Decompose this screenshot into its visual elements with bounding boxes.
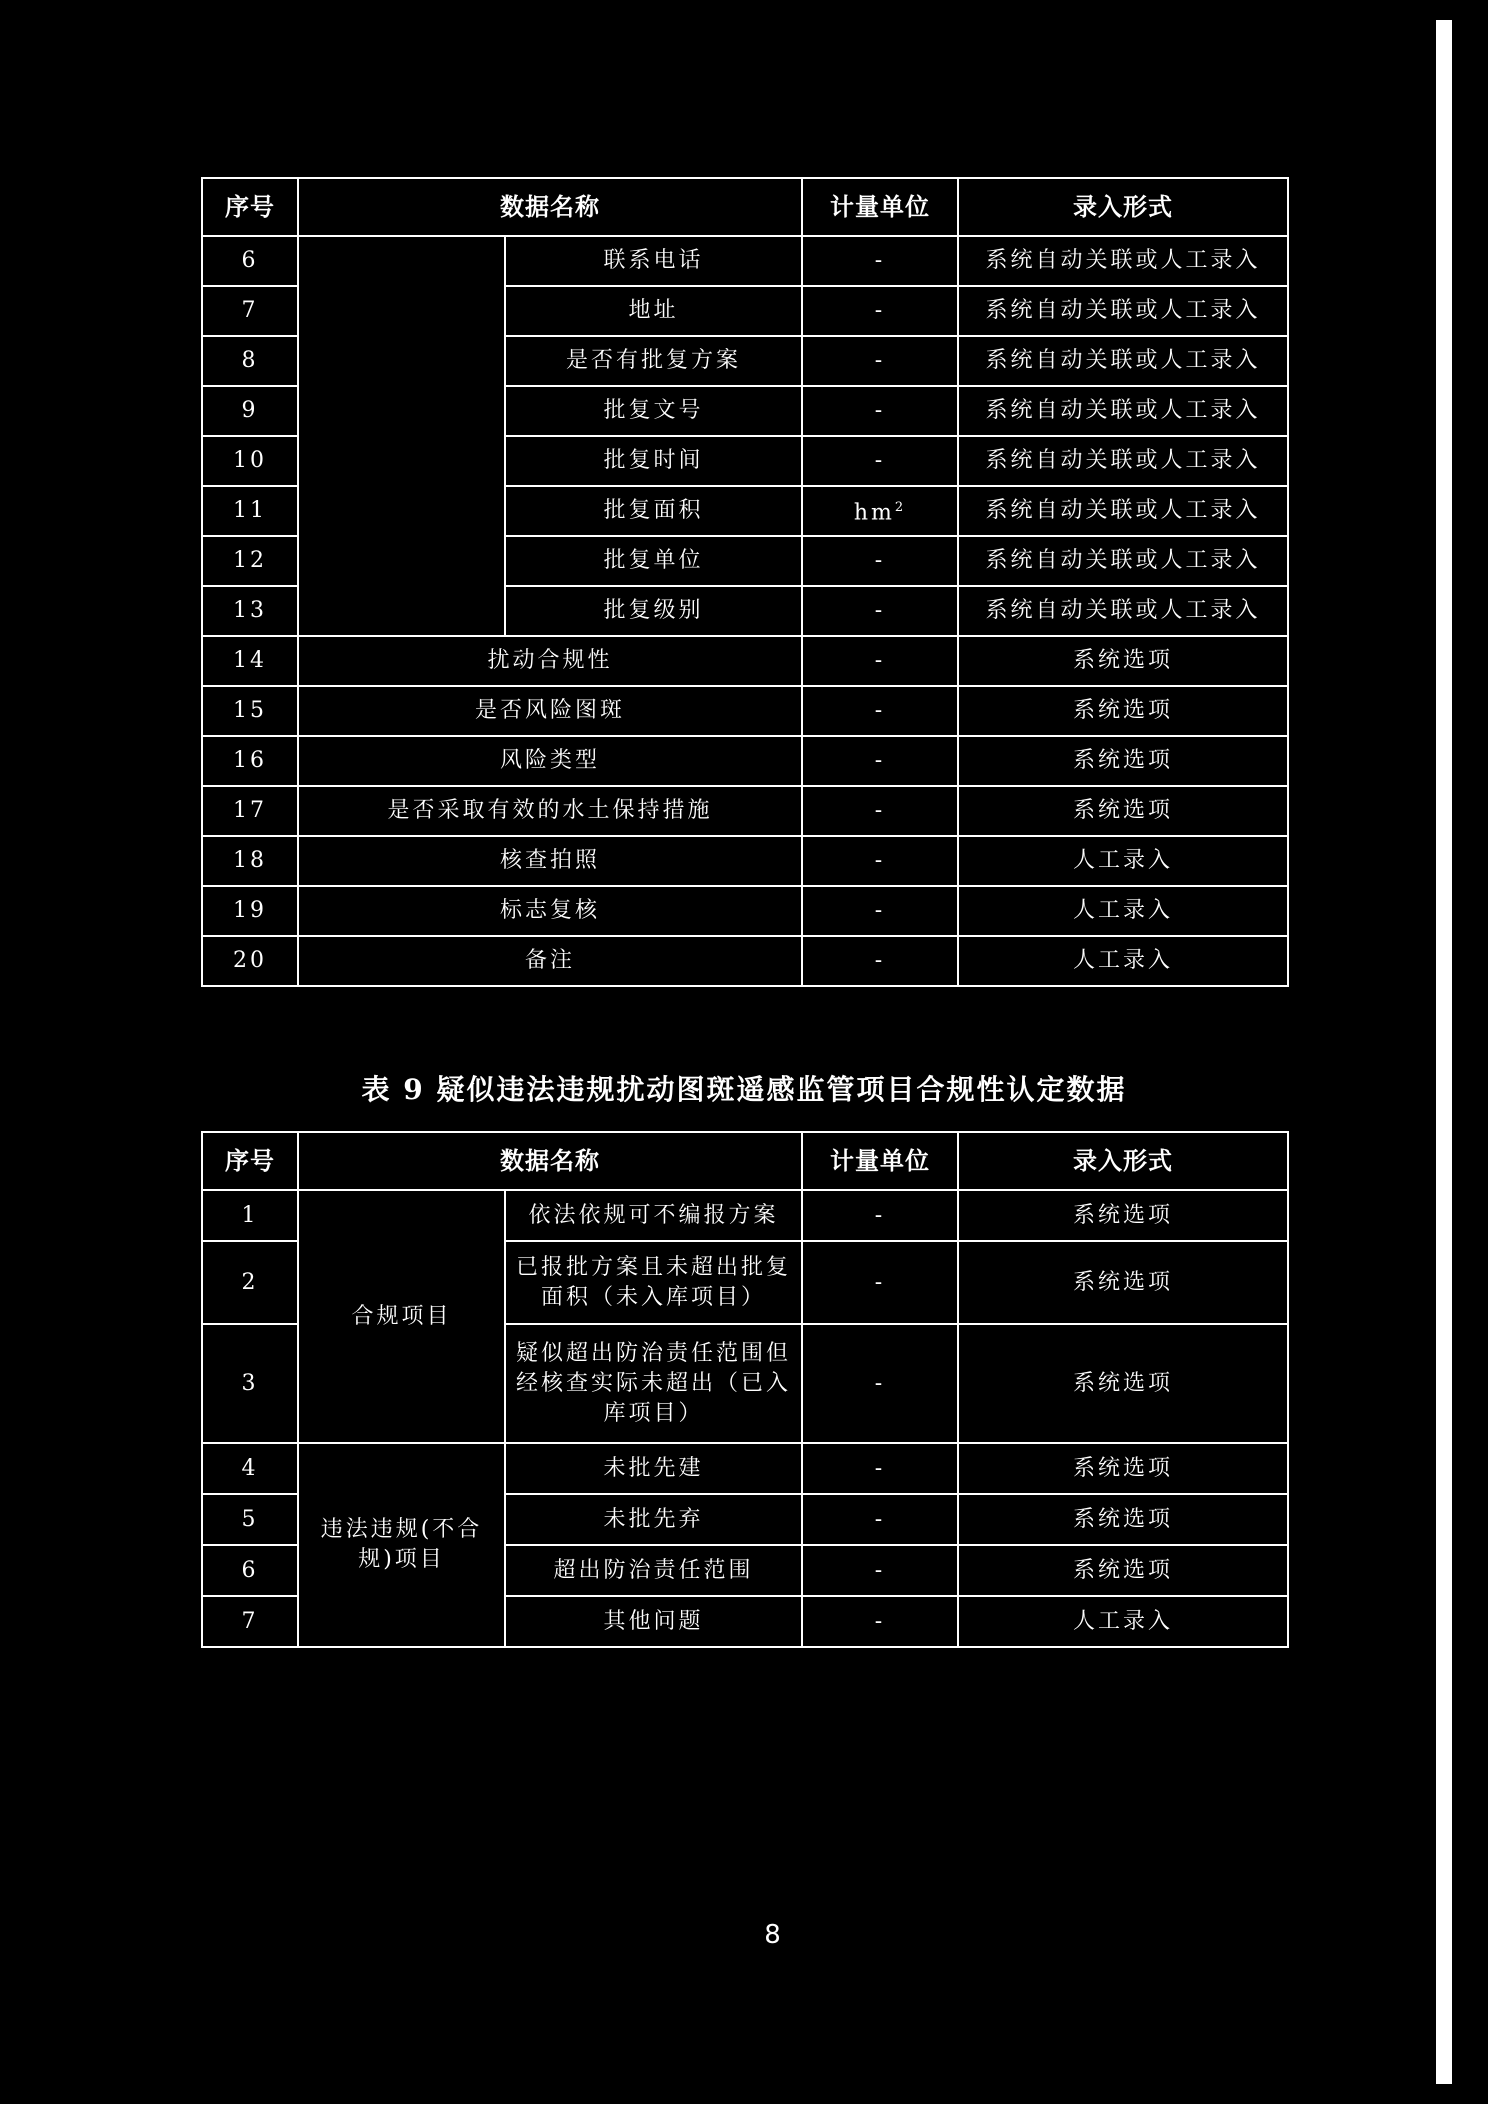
row-name: 已报批方案且未超出批复面积（未入库项目） bbox=[505, 1241, 802, 1324]
row-no: 10 bbox=[202, 436, 298, 486]
row-no: 13 bbox=[202, 586, 298, 636]
row-name: 扰动合规性 bbox=[298, 636, 802, 686]
row-name: 批复时间 bbox=[505, 436, 802, 486]
row-mode: 系统选项 bbox=[958, 636, 1288, 686]
row-name: 超出防治责任范围 bbox=[505, 1545, 802, 1596]
row-name: 风险类型 bbox=[298, 736, 802, 786]
compliance-table bbox=[201, 1131, 1289, 1648]
row-name: 其他问题 bbox=[505, 1596, 802, 1647]
header-name: 数据名称 bbox=[298, 1132, 802, 1190]
row-mode: 系统选项 bbox=[958, 786, 1288, 836]
row-unit: hm bbox=[853, 500, 895, 526]
row-name: 是否有批复方案 bbox=[505, 336, 802, 386]
header-name: 数据名称 bbox=[298, 178, 802, 236]
row-name: 未批先建 bbox=[505, 1443, 802, 1494]
table-row bbox=[202, 886, 1288, 936]
row-mode: 系统选项 bbox=[958, 1324, 1288, 1443]
row-mode: 系统自动关联或人工录入 bbox=[958, 586, 1288, 636]
table-row bbox=[202, 636, 1288, 686]
row-unit: - bbox=[802, 586, 958, 636]
header-unit: 计量单位 bbox=[802, 1132, 958, 1190]
row-name: 核查拍照 bbox=[298, 836, 802, 886]
row-name: 疑似超出防治责任范围但经核查实际未超出（已入库项目） bbox=[505, 1324, 802, 1443]
row-no: 4 bbox=[202, 1443, 298, 1494]
header-no: 序号 bbox=[202, 1132, 298, 1190]
row-no: 2 bbox=[202, 1241, 298, 1324]
row-mode: 人工录入 bbox=[958, 836, 1288, 886]
row-unit: - bbox=[802, 686, 958, 736]
row-mode: 系统选项 bbox=[958, 1545, 1288, 1596]
row-mode: 人工录入 bbox=[958, 936, 1288, 986]
row-no: 5 bbox=[202, 1494, 298, 1545]
row-no: 3 bbox=[202, 1324, 298, 1443]
unit-superscript: 2 bbox=[894, 500, 907, 516]
table-row bbox=[202, 936, 1288, 986]
row-no: 12 bbox=[202, 536, 298, 586]
row-name: 是否风险图斑 bbox=[298, 686, 802, 736]
header-mode: 录入形式 bbox=[958, 1132, 1288, 1190]
row-mode: 系统选项 bbox=[958, 1443, 1288, 1494]
row-no: 6 bbox=[202, 1545, 298, 1596]
row-unit: - bbox=[802, 1190, 958, 1241]
row-no: 15 bbox=[202, 686, 298, 736]
row-unit: - bbox=[802, 936, 958, 986]
header-mode: 录入形式 bbox=[958, 178, 1288, 236]
table-row bbox=[202, 736, 1288, 786]
row-name: 是否采取有效的水土保持措施 bbox=[298, 786, 802, 836]
row-unit: - bbox=[802, 836, 958, 886]
group-compliant: 合规项目 bbox=[298, 1190, 505, 1443]
row-unit: - bbox=[802, 1545, 958, 1596]
row-mode: 系统自动关联或人工录入 bbox=[958, 486, 1288, 536]
group-violation: 违法违规(不合规)项目 bbox=[298, 1443, 505, 1647]
page-edge-bar bbox=[1436, 20, 1452, 2084]
row-unit: - bbox=[802, 536, 958, 586]
row-mode: 人工录入 bbox=[958, 886, 1288, 936]
table-header-row bbox=[202, 178, 1288, 236]
row-unit: - bbox=[802, 436, 958, 486]
row-no: 19 bbox=[202, 886, 298, 936]
row-unit-cell bbox=[802, 486, 958, 536]
row-unit: - bbox=[802, 886, 958, 936]
table-row bbox=[202, 236, 1288, 286]
row-no: 16 bbox=[202, 736, 298, 786]
row-name: 未批先弃 bbox=[505, 1494, 802, 1545]
row-unit: - bbox=[802, 636, 958, 686]
row-no: 17 bbox=[202, 786, 298, 836]
row-no: 9 bbox=[202, 386, 298, 436]
row-unit: - bbox=[802, 386, 958, 436]
row-unit: - bbox=[802, 1494, 958, 1545]
row-unit: - bbox=[802, 786, 958, 836]
row-unit: - bbox=[802, 286, 958, 336]
data-table-continued bbox=[201, 177, 1289, 987]
header-no: 序号 bbox=[202, 178, 298, 236]
row-name: 标志复核 bbox=[298, 886, 802, 936]
row-name: 批复级别 bbox=[505, 586, 802, 636]
row-mode: 系统选项 bbox=[958, 1494, 1288, 1545]
row-mode: 系统自动关联或人工录入 bbox=[958, 236, 1288, 286]
row-no: 7 bbox=[202, 286, 298, 336]
table-row bbox=[202, 836, 1288, 886]
row-no: 20 bbox=[202, 936, 298, 986]
row-mode: 系统自动关联或人工录入 bbox=[958, 536, 1288, 586]
row-mode: 系统自动关联或人工录入 bbox=[958, 436, 1288, 486]
row-unit: - bbox=[802, 736, 958, 786]
table-caption: 表 9 疑似违法违规扰动图斑遥感监管项目合规性认定数据 bbox=[361, 1073, 1127, 1106]
row-unit: - bbox=[802, 1596, 958, 1647]
row-no: 18 bbox=[202, 836, 298, 886]
row-unit: - bbox=[802, 1241, 958, 1324]
row-no: 11 bbox=[202, 486, 298, 536]
group-cell-empty bbox=[298, 236, 505, 636]
row-mode: 系统选项 bbox=[958, 1190, 1288, 1241]
row-no: 6 bbox=[202, 236, 298, 286]
row-no: 14 bbox=[202, 636, 298, 686]
header-unit: 计量单位 bbox=[802, 178, 958, 236]
row-unit: - bbox=[802, 1443, 958, 1494]
row-mode: 系统选项 bbox=[958, 736, 1288, 786]
row-mode: 系统自动关联或人工录入 bbox=[958, 286, 1288, 336]
table-header-row bbox=[202, 1132, 1288, 1190]
row-name: 联系电话 bbox=[505, 236, 802, 286]
row-mode: 人工录入 bbox=[958, 1596, 1288, 1647]
row-name: 批复单位 bbox=[505, 536, 802, 586]
row-no: 8 bbox=[202, 336, 298, 386]
row-mode: 系统自动关联或人工录入 bbox=[958, 336, 1288, 386]
table-row bbox=[202, 786, 1288, 836]
table-row bbox=[202, 1443, 1288, 1494]
row-name: 地址 bbox=[505, 286, 802, 336]
row-unit: - bbox=[802, 336, 958, 386]
row-name: 批复文号 bbox=[505, 386, 802, 436]
row-mode: 系统自动关联或人工录入 bbox=[958, 386, 1288, 436]
row-mode: 系统选项 bbox=[958, 1241, 1288, 1324]
row-no: 7 bbox=[202, 1596, 298, 1647]
row-name: 依法依规可不编报方案 bbox=[505, 1190, 802, 1241]
row-name: 备注 bbox=[298, 936, 802, 986]
table-row bbox=[202, 686, 1288, 736]
row-no: 1 bbox=[202, 1190, 298, 1241]
row-unit: - bbox=[802, 236, 958, 286]
page-number: 8 bbox=[764, 1920, 781, 1950]
row-mode: 系统选项 bbox=[958, 686, 1288, 736]
row-unit: - bbox=[802, 1324, 958, 1443]
row-name: 批复面积 bbox=[505, 486, 802, 536]
table-row bbox=[202, 1190, 1288, 1241]
